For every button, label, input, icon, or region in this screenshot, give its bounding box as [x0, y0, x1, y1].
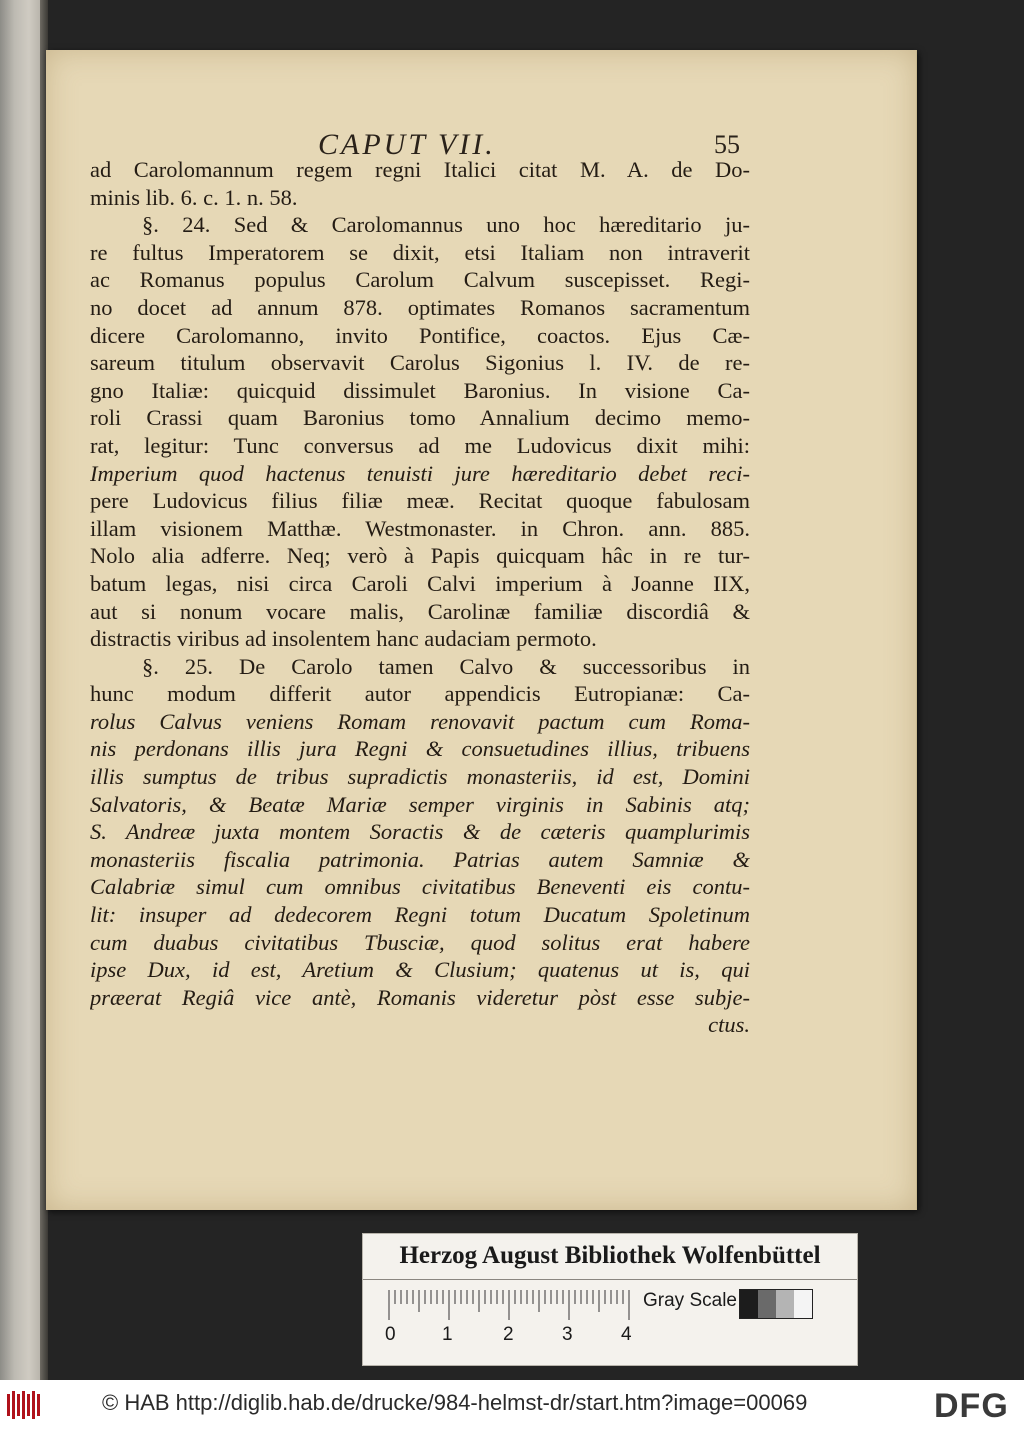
text-line: præerat Regiâ vice antè, Romanis videretur pòst esse subje- — [90, 984, 750, 1010]
ruler-label-2: 2 — [503, 1324, 514, 1345]
ruler-label-1: 1 — [442, 1324, 453, 1345]
text-line: monasteriis fiscalia patrimonia. Patrias autem Samniæ & — [90, 846, 750, 872]
ruler-label-4: 4 — [621, 1324, 632, 1345]
gray-swatch — [758, 1290, 776, 1318]
text-line: §. 24. Sed & Carolomannus uno hoc hæreditario ju- — [142, 212, 750, 238]
gray-scale-label: Gray Scale — [643, 1290, 737, 1311]
running-head: CAPUT VII. — [318, 128, 496, 161]
text-line: nis perdonans illis jura Regni & consuetudines illius, tribuens — [90, 736, 750, 762]
text-line: ac Romanus populus Carolum Calvum suscepisset. Regi- — [90, 267, 750, 293]
text-line: §. 25. De Carolo tamen Calvo & successoribus in — [142, 653, 750, 679]
text-line: roli Crassi quam Baronius tomo Annalium decimo memo- — [90, 405, 750, 431]
text-line: aut si nonum vocare malis, Carolinæ familiæ discordiâ & — [90, 598, 750, 624]
text-line: lit: insuper ad dedecorem Regni totum Ducatum Spoletinum — [90, 902, 750, 928]
page-text — [90, 156, 750, 1039]
text-line: illis sumptus de tribus supradictis monasteriis, id est, Domini — [90, 764, 750, 790]
text-line: minis lib. 6. c. 1. n. 58. — [90, 184, 298, 210]
ruler-label-0: 0 — [385, 1324, 396, 1345]
text-line: re fultus Imperatorem se dixit, etsi Italiam non intraverit — [90, 239, 750, 265]
text-line: batum legas, nisi circa Caroli Calvi imperium à Joanne IIX, — [90, 570, 750, 596]
text-line: cum duabus civitatibus Tbusciæ, quod solitus erat habere — [90, 929, 750, 955]
text-line: Calabriæ simul cum omnibus civitatibus Beneventi eis contu- — [90, 874, 750, 900]
text-line: gno Italiæ: quicquid dissimulet Baronius. In visione Ca- — [90, 377, 750, 403]
dfg-logo: DFG — [934, 1387, 1009, 1425]
text-line: hunc modum differit autor appendicis Eutropianæ: Ca- — [90, 681, 750, 707]
text-line: rat, legitur: Tunc conversus ad me Ludovicus dixit mihi: — [90, 432, 750, 458]
text-line: pere Ludovicus filius filiæ meæ. Recitat quoque fabulosam — [90, 488, 750, 514]
scale-ruler — [385, 1286, 655, 1346]
text-line: no docet ad annum 878. optimates Romanos sacramentum — [90, 294, 750, 320]
text-line: sareum titulum observavit Carolus Sigonius l. IV. de re- — [90, 350, 750, 376]
text-line: Nolo alia adferre. Neq; verò à Papis quicquam hâc in re tur- — [90, 543, 750, 569]
card-divider — [363, 1279, 857, 1280]
text-line: S. Andreæ juxta montem Soractis & de cæteris quamplurimis — [90, 819, 750, 845]
source-url[interactable]: © HAB http://diglib.hab.de/drucke/984-helmst-dr/start.htm?image=00069 — [102, 1390, 808, 1415]
hab-logo-icon — [6, 1390, 44, 1420]
ruler-label-3: 3 — [562, 1324, 573, 1345]
color-reference-card — [362, 1233, 858, 1366]
ruler-ticks — [385, 1286, 635, 1326]
adjacent-page-edge — [0, 0, 48, 1380]
gray-swatch — [794, 1290, 812, 1318]
text-line: ipse Dux, id est, Aretium & Clusium; quatenus ut is, qui — [90, 957, 750, 983]
text-line: ctus. — [708, 1012, 750, 1038]
text-line: illam visionem Matthæ. Westmonaster. in Chron. ann. 885. — [90, 515, 750, 541]
page-number: 55 — [714, 130, 740, 159]
text-line: ad Carolomannum regem regni Italici citat M. A. de Do- — [90, 157, 750, 182]
text-line: rolus Calvus veniens Romam renovavit pactum cum Roma- — [90, 708, 750, 734]
text-line: Imperium quod hactenus tenuisti jure hæreditario debet reci- — [90, 460, 750, 486]
footer-bar — [0, 1380, 1024, 1430]
text-line: Salvatoris, & Beatæ Mariæ semper virginis in Sabinis atq; — [90, 791, 750, 817]
text-line: distractis viribus ad insolentem hanc audaciam permoto. — [90, 626, 597, 652]
gray-swatch — [740, 1290, 758, 1318]
gray-scale-swatches — [739, 1289, 813, 1319]
text-line: dicere Carolomanno, invito Pontifice, coactos. Ejus Cæ- — [90, 322, 750, 348]
gray-swatch — [776, 1290, 794, 1318]
library-name: Herzog August Bibliothek Wolfenbüttel — [399, 1242, 821, 1269]
